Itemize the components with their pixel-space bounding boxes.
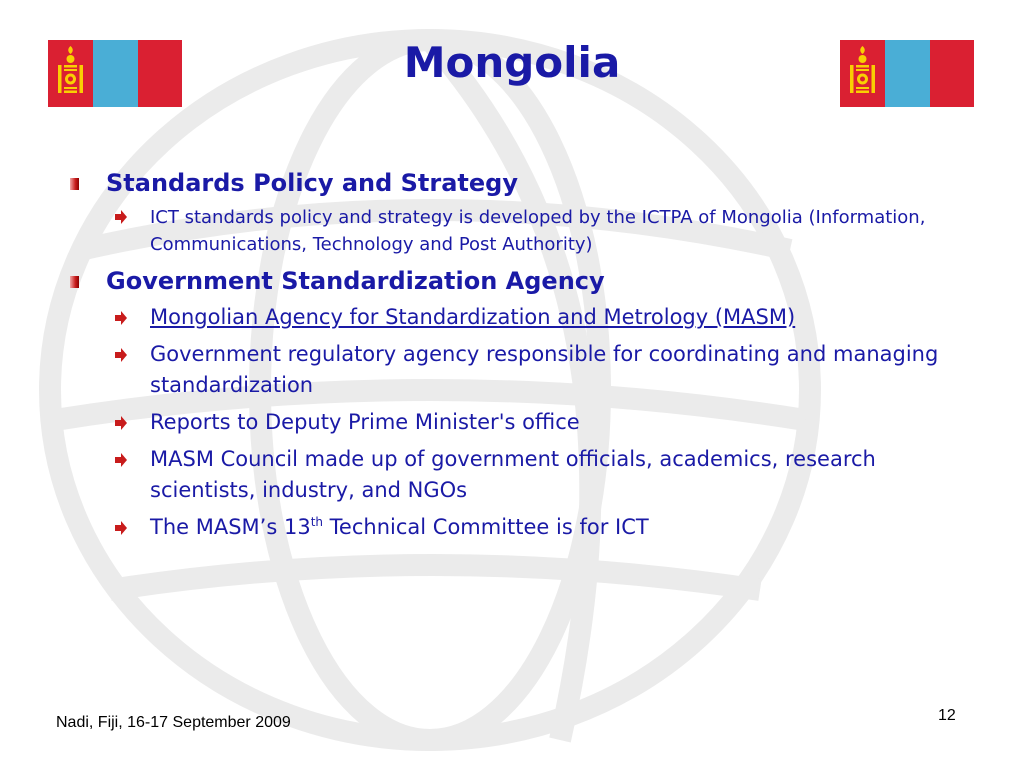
section-heading-text: Standards Policy and Strategy xyxy=(106,169,519,197)
list-item xyxy=(70,444,970,506)
arrow-bullet-icon xyxy=(114,311,128,325)
section-heading xyxy=(70,266,970,296)
slide-body xyxy=(70,168,970,549)
arrow-bullet-icon xyxy=(114,453,128,467)
arrow-bullet-icon xyxy=(114,521,128,535)
list-item-text: Government regulatory agency responsible for coordinating and managing standardization xyxy=(150,342,939,397)
arrow-bullet-icon xyxy=(114,348,128,362)
slide-title: Mongolia xyxy=(403,38,621,87)
section-heading-text: Government Standardization Agency xyxy=(106,267,605,295)
list-item-text: Reports to Deputy Prime Minister's office xyxy=(150,410,580,434)
footer-text: Nadi, Fiji, 16-17 September 2009 xyxy=(56,714,291,731)
superscript-ordinal: th xyxy=(310,515,323,529)
arrow-bullet-icon xyxy=(114,210,128,224)
section-heading xyxy=(70,168,970,198)
page-number: 12 xyxy=(938,707,956,724)
list-item-text: Technical Committee is for ICT xyxy=(323,515,649,539)
list-item xyxy=(70,512,970,543)
list-item xyxy=(70,302,970,333)
mongolia-flag-icon xyxy=(840,40,974,107)
masm-link[interactable]: Mongolian Agency for Standardization and Metrology (MASM) xyxy=(150,305,796,329)
square-bullet-icon xyxy=(70,178,79,190)
list-item-text: MASM Council made up of government officials, academics, research scientists, industry, and NGOs xyxy=(150,447,876,502)
square-bullet-icon xyxy=(70,276,79,288)
list-item xyxy=(70,407,970,438)
list-item-text: The MASM’s 13 xyxy=(150,515,311,539)
list-item-text: ICT standards policy and strategy is developed by the ICTPA of Mongolia (Information, Communications, Technology and Post Authority) xyxy=(150,207,926,255)
list-item xyxy=(70,204,970,258)
list-item xyxy=(70,339,970,401)
arrow-bullet-icon xyxy=(114,416,128,430)
